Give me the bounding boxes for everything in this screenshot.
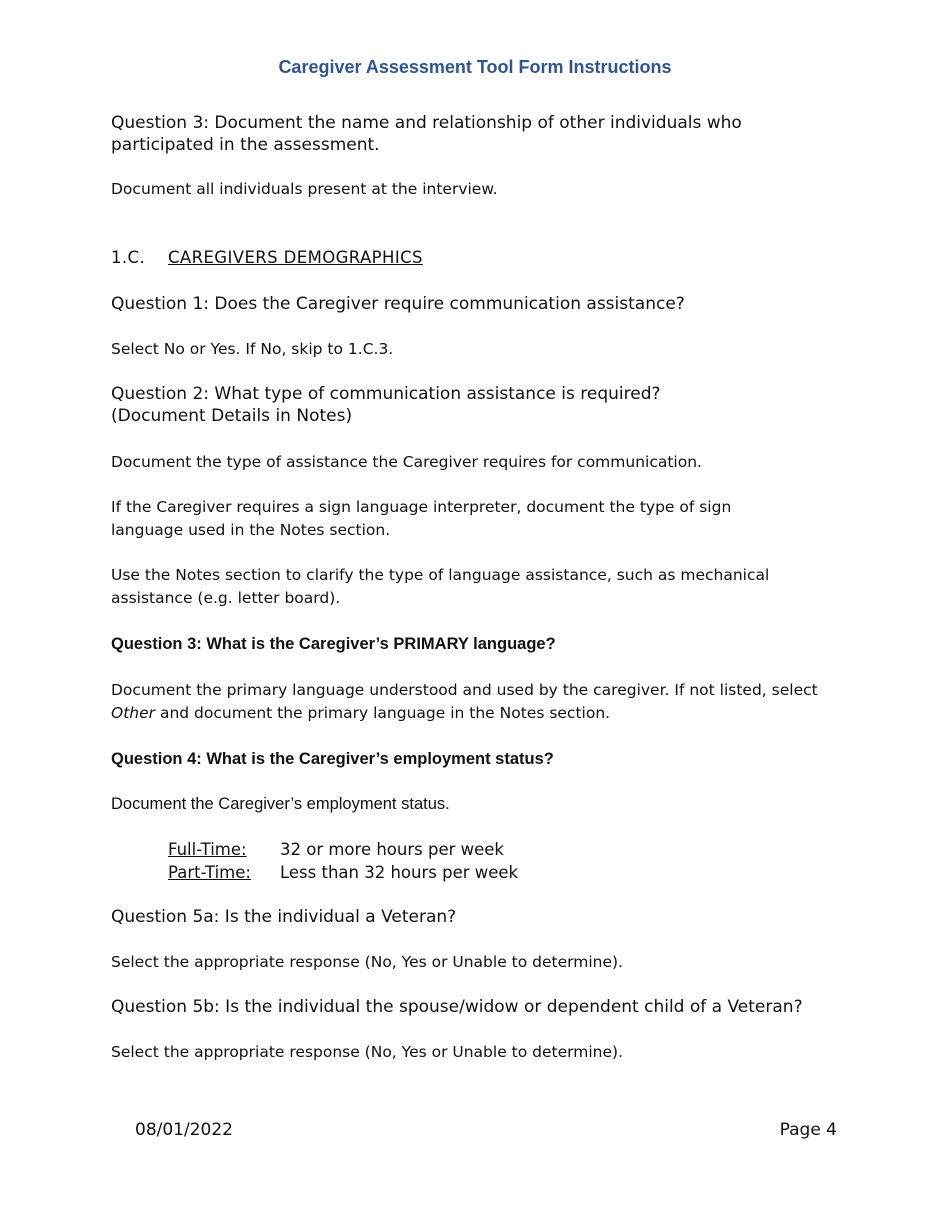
section-number: 1.C. [111,248,146,267]
page-header-title: Caregiver Assessment Tool Form Instructions [278,57,672,77]
section-heading [111,247,841,269]
employment-definitions [111,838,841,884]
section-title: CAREGIVERS DEMOGRAPHICS [168,248,423,267]
definition-term: Part-Time: [168,863,251,882]
question-2-line-2: (Document Details in Notes) [111,406,353,426]
definition-desc: 32 or more hours per week [280,840,504,859]
question-5b: Question 5b: Is the individual the spouse/widow or dependent child of a Veteran? [111,997,803,1017]
definition-desc: Less than 32 hours per week [280,863,519,882]
question-5b-instruction: Select the appropriate response (No, Yes or Unable to determine). [111,1043,623,1061]
question-3: Question 3: What is the Caregiver’s PRIMARY language? [111,635,556,653]
question-5a-instruction: Select the appropriate response (No, Yes or Unable to determine). [111,953,623,971]
question-3-instruction-italic: Other [111,704,156,722]
question-4: Question 4: What is the Caregiver’s employment status? [111,750,554,768]
question-3-instruction-part-1: Document the primary language understood and used by the caregiver. If not listed, select [111,681,818,699]
question-1: Question 1: Does the Caregiver require communication assistance? [111,294,685,314]
question-2-instruction-2: If the Caregiver requires a sign language interpreter, document the type of sign language used in the Notes section. [111,498,732,539]
question-4-instruction: Document the Caregiver’s employment status. [111,795,450,813]
footer-date: 08/01/2022 [135,1120,233,1140]
footer-page-number: Page 4 [779,1120,837,1140]
definition-term: Full-Time: [168,840,247,859]
definition-row-part-time [168,861,841,884]
intro-question-3-instruction: Document all individuals present at the interview. [111,180,498,198]
question-2-line-1: Question 2: What type of communication assistance is required? [111,384,661,404]
question-5a: Question 5a: Is the individual a Veteran? [111,907,457,927]
intro-question-3: Question 3: Document the name and relationship of other individuals who participated in the assessment. [111,113,742,155]
question-2-instruction-1: Document the type of assistance the Caregiver requires for communication. [111,453,702,471]
question-2-instruction-3: Use the Notes section to clarify the type of language assistance, such as mechanical assistance (e.g. letter board). [111,566,770,607]
page-content [111,112,841,1064]
definition-row-full-time [168,838,841,861]
question-3-instruction [111,679,821,725]
question-1-instruction: Select No or Yes. If No, skip to 1.C.3. [111,340,394,358]
question-3-instruction-part-2: and document the primary language in the Notes section. [155,704,611,722]
